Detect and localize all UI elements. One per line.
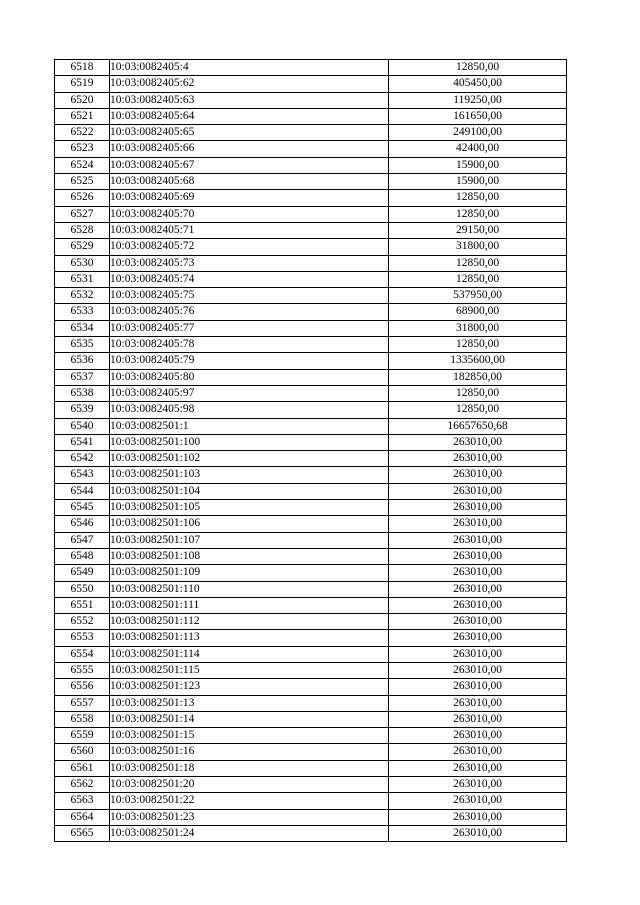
table-row: [55, 793, 567, 809]
cadastral-value-cell: 263010,00: [389, 516, 567, 532]
cadastral-value-cell: 263010,00: [389, 500, 567, 516]
table-row: [55, 451, 567, 467]
cadastral-value-cell: 42400,00: [389, 141, 567, 157]
cadastral-value-cell: 12850,00: [389, 337, 567, 353]
cadastral-value-cell: 263010,00: [389, 630, 567, 646]
cadastral-value-cell: 263010,00: [389, 728, 567, 744]
cadastral-number-cell: 10:03:0082501:13: [110, 695, 389, 711]
table-row: [55, 483, 567, 499]
table-row: [55, 662, 567, 678]
cadastral-value-cell: 263010,00: [389, 451, 567, 467]
table-row: [55, 760, 567, 776]
cadastral-number-cell: 10:03:0082501:22: [110, 793, 389, 809]
row-number-cell: 6546: [55, 516, 110, 532]
table-row: [55, 157, 567, 173]
row-number-cell: 6556: [55, 679, 110, 695]
cadastral-number-cell: 10:03:0082405:80: [110, 369, 389, 385]
cadastral-number-cell: 10:03:0082405:67: [110, 157, 389, 173]
row-number-cell: 6564: [55, 809, 110, 825]
row-number-cell: 6563: [55, 793, 110, 809]
cadastral-value-cell: 263010,00: [389, 695, 567, 711]
table-row: [55, 141, 567, 157]
cadastral-value-cell: 263010,00: [389, 711, 567, 727]
cadastral-number-cell: 10:03:0082405:77: [110, 320, 389, 336]
cadastral-number-cell: 10:03:0082501:114: [110, 646, 389, 662]
cadastral-value-cell: 263010,00: [389, 646, 567, 662]
cadastral-value-cell: 249100,00: [389, 125, 567, 141]
cadastral-value-cell: 263010,00: [389, 777, 567, 793]
cadastral-number-cell: 10:03:0082501:24: [110, 825, 389, 841]
cadastral-number-cell: 10:03:0082405:78: [110, 337, 389, 353]
table-row: [55, 695, 567, 711]
cadastral-number-cell: 10:03:0082501:112: [110, 614, 389, 630]
table-row: [55, 76, 567, 92]
cadastral-value-cell: 12850,00: [389, 206, 567, 222]
table-row: [55, 679, 567, 695]
cadastral-value-cell: 263010,00: [389, 662, 567, 678]
cadastral-number-cell: 10:03:0082405:97: [110, 385, 389, 401]
cadastral-value-cell: 182850,00: [389, 369, 567, 385]
cadastral-value-cell: 68900,00: [389, 304, 567, 320]
cadastral-value-cell: 263010,00: [389, 565, 567, 581]
cadastral-number-cell: 10:03:0082501:115: [110, 662, 389, 678]
row-number-cell: 6530: [55, 255, 110, 271]
row-number-cell: 6553: [55, 630, 110, 646]
row-number-cell: 6533: [55, 304, 110, 320]
cadastral-number-cell: 10:03:0082405:64: [110, 108, 389, 124]
cadastral-value-cell: 263010,00: [389, 597, 567, 613]
cadastral-number-cell: 10:03:0082501:113: [110, 630, 389, 646]
table-row: [55, 728, 567, 744]
table-row: [55, 320, 567, 336]
table-row: [55, 630, 567, 646]
cadastral-value-cell: 15900,00: [389, 174, 567, 190]
cadastral-value-cell: 263010,00: [389, 760, 567, 776]
row-number-cell: 6547: [55, 532, 110, 548]
cadastral-number-cell: 10:03:0082405:76: [110, 304, 389, 320]
table-row: [55, 125, 567, 141]
row-number-cell: 6554: [55, 646, 110, 662]
cadastral-number-cell: 10:03:0082405:4: [110, 60, 389, 76]
cadastral-number-cell: 10:03:0082501:18: [110, 760, 389, 776]
cadastral-number-cell: 10:03:0082405:62: [110, 76, 389, 92]
row-number-cell: 6538: [55, 385, 110, 401]
row-number-cell: 6550: [55, 581, 110, 597]
cadastral-number-cell: 10:03:0082501:108: [110, 548, 389, 564]
table-row: [55, 92, 567, 108]
row-number-cell: 6558: [55, 711, 110, 727]
cadastral-value-cell: 161650,00: [389, 108, 567, 124]
row-number-cell: 6537: [55, 369, 110, 385]
cadastral-number-cell: 10:03:0082405:63: [110, 92, 389, 108]
cadastral-number-cell: 10:03:0082501:110: [110, 581, 389, 597]
row-number-cell: 6519: [55, 76, 110, 92]
cadastral-number-cell: 10:03:0082501:103: [110, 467, 389, 483]
table-row: [55, 190, 567, 206]
row-number-cell: 6539: [55, 402, 110, 418]
cadastral-value-cell: 119250,00: [389, 92, 567, 108]
table-row: [55, 174, 567, 190]
cadastral-value-cell: 16657650,68: [389, 418, 567, 434]
row-number-cell: 6555: [55, 662, 110, 678]
table-row: [55, 532, 567, 548]
table-body: [55, 60, 567, 842]
row-number-cell: 6522: [55, 125, 110, 141]
table-row: [55, 777, 567, 793]
cadastral-number-cell: 10:03:0082501:111: [110, 597, 389, 613]
row-number-cell: 6534: [55, 320, 110, 336]
cadastral-number-cell: 10:03:0082405:72: [110, 239, 389, 255]
cadastral-number-cell: 10:03:0082501:20: [110, 777, 389, 793]
table-row: [55, 825, 567, 841]
cadastral-value-cell: 263010,00: [389, 793, 567, 809]
cadastral-value-cell: 15900,00: [389, 157, 567, 173]
cadastral-number-cell: 10:03:0082405:66: [110, 141, 389, 157]
table-row: [55, 369, 567, 385]
cadastral-value-cell: 12850,00: [389, 385, 567, 401]
row-number-cell: 6518: [55, 60, 110, 76]
row-number-cell: 6552: [55, 614, 110, 630]
table-row: [55, 809, 567, 825]
cadastral-value-cell: 31800,00: [389, 239, 567, 255]
row-number-cell: 6545: [55, 500, 110, 516]
cadastral-value-table: [54, 59, 567, 842]
cadastral-value-cell: 12850,00: [389, 190, 567, 206]
table-row: [55, 548, 567, 564]
row-number-cell: 6523: [55, 141, 110, 157]
cadastral-value-cell: 263010,00: [389, 581, 567, 597]
cadastral-number-cell: 10:03:0082501:109: [110, 565, 389, 581]
cadastral-number-cell: 10:03:0082501:16: [110, 744, 389, 760]
row-number-cell: 6526: [55, 190, 110, 206]
row-number-cell: 6527: [55, 206, 110, 222]
table-row: [55, 288, 567, 304]
cadastral-value-cell: 12850,00: [389, 255, 567, 271]
cadastral-number-cell: 10:03:0082405:98: [110, 402, 389, 418]
cadastral-number-cell: 10:03:0082501:15: [110, 728, 389, 744]
cadastral-number-cell: 10:03:0082501:107: [110, 532, 389, 548]
cadastral-value-cell: 263010,00: [389, 483, 567, 499]
cadastral-value-cell: 29150,00: [389, 222, 567, 238]
cadastral-number-cell: 10:03:0082405:68: [110, 174, 389, 190]
cadastral-value-cell: 405450,00: [389, 76, 567, 92]
row-number-cell: 6531: [55, 271, 110, 287]
cadastral-number-cell: 10:03:0082501:105: [110, 500, 389, 516]
cadastral-value-cell: 263010,00: [389, 532, 567, 548]
table-row: [55, 206, 567, 222]
table-row: [55, 597, 567, 613]
row-number-cell: 6529: [55, 239, 110, 255]
table-row: [55, 337, 567, 353]
cadastral-value-cell: 263010,00: [389, 614, 567, 630]
cadastral-number-cell: 10:03:0082501:102: [110, 451, 389, 467]
cadastral-value-cell: 263010,00: [389, 809, 567, 825]
row-number-cell: 6535: [55, 337, 110, 353]
cadastral-number-cell: 10:03:0082405:65: [110, 125, 389, 141]
cadastral-value-cell: 263010,00: [389, 825, 567, 841]
cadastral-number-cell: 10:03:0082405:75: [110, 288, 389, 304]
cadastral-value-cell: 12850,00: [389, 402, 567, 418]
table-row: [55, 744, 567, 760]
row-number-cell: 6524: [55, 157, 110, 173]
cadastral-number-cell: 10:03:0082405:70: [110, 206, 389, 222]
table-row: [55, 614, 567, 630]
cadastral-value-cell: 12850,00: [389, 271, 567, 287]
table-row: [55, 402, 567, 418]
row-number-cell: 6559: [55, 728, 110, 744]
table-row: [55, 646, 567, 662]
row-number-cell: 6562: [55, 777, 110, 793]
row-number-cell: 6560: [55, 744, 110, 760]
cadastral-value-cell: 1335600,00: [389, 353, 567, 369]
cadastral-number-cell: 10:03:0082405:73: [110, 255, 389, 271]
cadastral-value-cell: 263010,00: [389, 467, 567, 483]
cadastral-number-cell: 10:03:0082501:23: [110, 809, 389, 825]
cadastral-number-cell: 10:03:0082501:14: [110, 711, 389, 727]
table-row: [55, 271, 567, 287]
cadastral-value-cell: 263010,00: [389, 679, 567, 695]
row-number-cell: 6543: [55, 467, 110, 483]
table-row: [55, 239, 567, 255]
cadastral-number-cell: 10:03:0082405:79: [110, 353, 389, 369]
table-row: [55, 304, 567, 320]
cadastral-value-cell: 263010,00: [389, 744, 567, 760]
table-row: [55, 60, 567, 76]
cadastral-value-cell: 12850,00: [389, 60, 567, 76]
cadastral-number-cell: 10:03:0082501:1: [110, 418, 389, 434]
cadastral-value-cell: 263010,00: [389, 434, 567, 450]
table-row: [55, 353, 567, 369]
table-row: [55, 565, 567, 581]
row-number-cell: 6561: [55, 760, 110, 776]
cadastral-number-cell: 10:03:0082405:74: [110, 271, 389, 287]
table-row: [55, 418, 567, 434]
table-row: [55, 385, 567, 401]
row-number-cell: 6541: [55, 434, 110, 450]
row-number-cell: 6532: [55, 288, 110, 304]
table-row: [55, 500, 567, 516]
table-row: [55, 711, 567, 727]
table-row: [55, 255, 567, 271]
cadastral-value-cell: 31800,00: [389, 320, 567, 336]
cadastral-number-cell: 10:03:0082405:69: [110, 190, 389, 206]
table-row: [55, 467, 567, 483]
cadastral-number-cell: 10:03:0082501:106: [110, 516, 389, 532]
table-row: [55, 516, 567, 532]
cadastral-number-cell: 10:03:0082501:104: [110, 483, 389, 499]
cadastral-number-cell: 10:03:0082501:123: [110, 679, 389, 695]
table-row: [55, 108, 567, 124]
row-number-cell: 6565: [55, 825, 110, 841]
table-row: [55, 581, 567, 597]
cadastral-value-cell: 263010,00: [389, 548, 567, 564]
row-number-cell: 6536: [55, 353, 110, 369]
cadastral-number-cell: 10:03:0082501:100: [110, 434, 389, 450]
row-number-cell: 6551: [55, 597, 110, 613]
row-number-cell: 6528: [55, 222, 110, 238]
cadastral-number-cell: 10:03:0082405:71: [110, 222, 389, 238]
row-number-cell: 6557: [55, 695, 110, 711]
table-row: [55, 222, 567, 238]
row-number-cell: 6549: [55, 565, 110, 581]
row-number-cell: 6520: [55, 92, 110, 108]
row-number-cell: 6525: [55, 174, 110, 190]
row-number-cell: 6548: [55, 548, 110, 564]
cadastral-value-cell: 537950,00: [389, 288, 567, 304]
row-number-cell: 6544: [55, 483, 110, 499]
table-row: [55, 434, 567, 450]
row-number-cell: 6540: [55, 418, 110, 434]
row-number-cell: 6542: [55, 451, 110, 467]
row-number-cell: 6521: [55, 108, 110, 124]
